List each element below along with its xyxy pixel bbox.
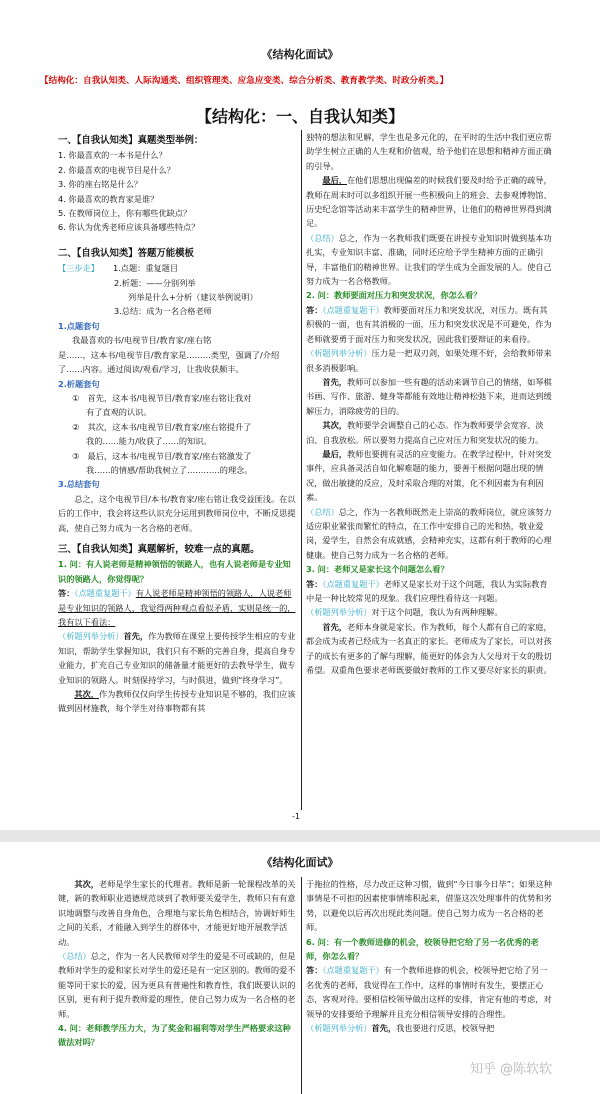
template-text: 我最喜欢的书/电视节目/教育家/座右铭 — [72, 335, 212, 346]
second-label: 其次， — [322, 420, 347, 431]
answer-text: 压力是一把双刃剑，如果处理不好，会给教师带来很多消极影响。 — [306, 348, 552, 373]
paragraph: 于拖拉的性格，尽力改正这种习惯，做到“今日事今日毕”；如果这种事情是不可拒的因素使事情堆积起来，借鉴这次处理事件的优势和劣势，以避免以后再次出现此类问题。使自己努力成为一名合格的老师。 — [306, 879, 552, 933]
left-column — [58, 877, 298, 1094]
step-2-detail: 列举是什么+分析（建议举例说明） — [128, 292, 258, 303]
first-label: 首先， — [123, 631, 149, 642]
category-list: 【结构化：自我认知类、人际沟通类、组织管理类、应急应变类、综合分析类、教育教学类、时政分析类。】 — [40, 76, 449, 86]
heading-analysis: 三、【自我认知类】真题解析，较难一点的真题。 — [58, 543, 260, 555]
paragraph — [306, 173, 552, 231]
question-4: 4. 问：老师教学压力大，为了奖金和福利等对学生严格要求这种做法对吗？ — [58, 1023, 291, 1048]
tag-restate: （点题重复题干） — [322, 578, 384, 589]
template-text: 我……的情感/帮助我树立了…………的理念。 — [86, 464, 253, 475]
summary-text: 总之，作为一名教师既然走上崇高的教师岗位，就应该努力适应职业紧张而繁忙的特点，在工作中安排自己的光和热，敬业爱岗，爱学生，自然会有成就感，会精神充实，这都有利于教师的心理健康。使自己努力成为一名合格的老师。 — [306, 506, 552, 560]
template-text: ② 其次，这本书/电视节目/教育家/座右铭提升了 — [72, 421, 252, 432]
paragraph: 独特的想法和见解，学生也是多元化的，在平时的生活中我们更应帮助学生树立正确的人生观和价值观，给予他们在思想和精神方面正确的引导。 — [306, 132, 552, 171]
tag-analysis: （析题列举分析） — [306, 1023, 372, 1034]
list-item: 4. 你最喜欢的教育家是谁？ — [58, 193, 159, 204]
answer-label: 答： — [306, 965, 323, 976]
first-label: 首先， — [322, 621, 347, 632]
heading-examples: 一、【自我认知类】真题类型举例： — [58, 135, 204, 146]
summary — [306, 505, 552, 563]
answer-text: 老师又是家长对于这个问题，我认为实际教育中是一种比较常见的现象。我们应理性看待这一问题。 — [306, 578, 548, 603]
sub-heading-3: 3.总结套句 — [58, 479, 100, 490]
answer-2-analysis — [306, 346, 552, 375]
tag-summary: （总结） — [306, 232, 339, 243]
answer-label: 答： — [306, 304, 323, 315]
steps-row — [58, 261, 298, 275]
last-label: 最后， — [322, 175, 347, 186]
answer-1-second — [58, 687, 298, 716]
heading-template: 二、【自我认知类】答题万能模板 — [58, 247, 194, 259]
second-label: 其次， — [74, 879, 99, 889]
watermark: 知乎 @陈软软 — [470, 1062, 553, 1077]
answer-text: 对于这个问题，我认为有两种理解。 — [371, 607, 503, 618]
paragraph-text: 教师要学会调整自己的心态。作为教师要学会宽容、淡泊、自我放松。所以要努力提高自己应对压力和突发状况的能力。 — [306, 420, 544, 445]
list-item: 1. 你最喜欢的一本书是什么？ — [58, 150, 167, 161]
tag-summary: （总结） — [306, 506, 339, 517]
template-text: 有了直观的认识。 — [86, 407, 152, 418]
tag-restate: （点题重复题干） — [74, 588, 136, 599]
paragraph-text: 教师可以参加一些有趣的活动来调节自己的情绪，如琴棋书画、写作、旅游、健身等都能有效地让精神松弛下来，进而达到缓解压力，消除疲劳的目的。 — [306, 376, 552, 416]
answer-label: 答： — [306, 578, 323, 589]
last-label: 最后， — [322, 448, 347, 459]
summary-text: 总之，作为一名教师我们既要在讲授专业知识时做到基本功扎实，专业知识丰富、准确，同时还应给予学生精神方面的正确引导，丰富他们的精神世界。让我们的学生成为全面发展的人。使自己努力成为一名合格教师。 — [306, 232, 552, 287]
answer-3 — [306, 577, 552, 606]
template-text: 是……，这本书/电视节目/教育家是………类型，强调了/介绍了……内容。通过阅读/观看/学习，让我收获颇丰。 — [58, 349, 280, 375]
column-divider — [301, 130, 302, 810]
paragraph-text: 教师也要拥有灵活的应变能力。在教学过程中，针对突发事件，应具备灵活自如化解难题的能力，要善于根据问题出现的情况，做出敏捷的反应，及时采取合理的对策，化不利因素为有利因素。 — [306, 448, 552, 503]
right-column — [306, 130, 552, 810]
step-3: 3.总结：成为一名合格老师 — [114, 306, 212, 317]
tag-restate: （点题重复题干） — [322, 304, 384, 315]
paragraph-text: 老师是学生家长的代理者。教师是新一轮课程改革的关键，新的教师职业道德规范谈到了教师要关爱学生，教师只有有意识地调整与改善自身角色，合理地与家长角色相结合，协调好师生之间的关系，才能融入到学生的群体中，才能更好地开展教学活动。 — [58, 879, 296, 947]
template-text: 我的……能力/收获了……的知识。 — [86, 436, 212, 447]
answer-label: 答： — [58, 588, 75, 599]
step-2: 2.析题：——分别列举 — [114, 277, 196, 288]
answer-6 — [306, 963, 552, 1021]
answer-text: 我也要进行反思，校领导把 — [396, 1023, 495, 1034]
list-item: 6. 你认为优秀老师应该具备哪些特点？ — [58, 222, 200, 233]
answer-3-analysis — [306, 605, 552, 619]
question-2: 2. 问：教师要面对压力和突发状况，你怎么看？ — [306, 290, 482, 301]
answer-6-analysis — [306, 1021, 552, 1035]
list-item: 5. 在教师岗位上，你有哪些优缺点？ — [58, 208, 192, 219]
list-item: 3. 你的座右铭是什么？ — [58, 179, 143, 190]
paragraph-text: 在他们思想出现偏差的时候我们要及时给予正确的疏导，教师在周末时可以多组织开展一些积极向上的班会、去参观博物馆、历史纪念馆等活动来丰富学生的精神世界，让他们的精神世界得到满足。 — [306, 175, 552, 229]
paragraph — [58, 877, 298, 949]
column-divider — [301, 877, 302, 1094]
question-3: 3. 问：老师又是家长这个问题怎么看？ — [306, 564, 449, 575]
template-text: ③ 最后，这本书/电视节目/教育家/座右铭激发了 — [72, 450, 252, 461]
tag-analysis: （析题列举分析） — [306, 607, 372, 618]
summary — [58, 949, 298, 1021]
document-title: 《结构化面试》 — [261, 48, 339, 61]
page-2 — [0, 842, 600, 1094]
tag-summary: （总结） — [58, 951, 91, 962]
sub-heading-1: 1.点题套句 — [58, 320, 100, 331]
left-column — [58, 130, 298, 820]
first-label: 首先， — [371, 1023, 397, 1034]
answer-2 — [306, 303, 552, 346]
paragraph-text: 老师本身就是家长。作为教师，每个人都有自己的家庭，都会成为或者已经成为一名真正的家长。老师成为了家长，可以对孩子的成长有更多的了解与理解，能更好的体会为人父母对于女的殷切希望。双重角色要求老师既要做好教师的工作又要尽好家长的职责。 — [306, 621, 552, 676]
paragraph — [306, 620, 552, 678]
answer-1-analysis — [58, 629, 298, 687]
steps-label: 【三步走】 — [58, 263, 99, 274]
answer-text: 教师要面对压力和突发状况，对压力。既有其积极的一面，也有其消极的一面，压力和突发状况是不可避免，作为老师就要勇于面对压力和突发状况，因此我们要辩证的来看待。 — [306, 304, 552, 344]
template-text: ① 首先，这本书/电视节目/教育家/座右铭让我对 — [72, 392, 252, 403]
answer-1 — [58, 586, 298, 629]
section-title: 【结构化：一、自我认知类】 — [195, 107, 404, 126]
answer-text: 作为教师仅仅向学生传授专业知识是不够的，我们应该做到因材施教，每个学生对待事物都有其 — [58, 689, 296, 714]
list-item: 2. 你最喜欢的电视节目是什么？ — [58, 164, 175, 175]
paragraph — [306, 447, 552, 505]
paragraph — [306, 375, 552, 418]
answer-text: 有一个教师进修的机会，校领导把它给了另一名优秀的老师，我觉得在工作中，这样的事情时有发生，要摆正心态，客观对待。要相信校领导做出这样的安排，肯定有他的考虑，对领导的安排要给予理解并且充分相信领导安排的合理性。 — [306, 965, 552, 1019]
template-text: 总之，这个电视节目/本书/教育家/座右铭让我受益匪浅。在以后的工作中，我会将这些认识充分运用到教师岗位中，不断反思提高，使自己努力成为一名合格的老师。 — [58, 493, 296, 533]
tag-restate: （点题重复题干） — [322, 965, 384, 976]
document-title: 《结构化面试》 — [261, 856, 339, 869]
second-label: 其次， — [74, 689, 99, 700]
page-number: -1 — [292, 812, 300, 821]
paragraph — [306, 418, 552, 447]
question-1: 1. 问：有人说老师是精神领悟的领路人，也有人说老师是专业知识的领路人，你觉得呢？ — [58, 559, 291, 584]
first-label: 首先， — [322, 376, 347, 387]
tag-analysis: （析题列举分析） — [306, 348, 372, 359]
step-1: 1.点题：重复题目 — [112, 263, 179, 274]
question-6: 6. 问：有一个教师进修的机会，校领导把它给了另一名优秀的老师，你怎么看？ — [306, 936, 539, 962]
summary-text: 总之，作为一名人民教师对学生的爱是不可或缺的，但是教师对学生的爱和家长对学生的爱还是有一定区别的。教师的爱不能等同于家长的爱，因为更具有普遍性和教育性，我们既要认识的区别，更有利于提升教师爱的理性，使自己努力成为一名合格的老师。 — [58, 951, 296, 1019]
answer-text: 作为教师在课堂上要传授学生相应的专业知识，帮助学生掌握知识，我们只有不断的完善自身，提高自身专业能力，扩充自己专业知识的储备量才能更好的去教导学生，做专业知识的领路人。时刻保持学习，与时俱进，做到“终身学习”。 — [58, 631, 296, 685]
tag-analysis: （析题列举分析） — [58, 631, 124, 642]
sub-heading-2: 2.析题套句 — [58, 378, 100, 389]
answer-text: 有人说老师是精神领悟的领路人，人说老师是专业知识的领路人，我觉得两种观点看似矛盾，实则是统一的，我有以下看法： — [58, 588, 296, 627]
summary — [306, 231, 552, 289]
